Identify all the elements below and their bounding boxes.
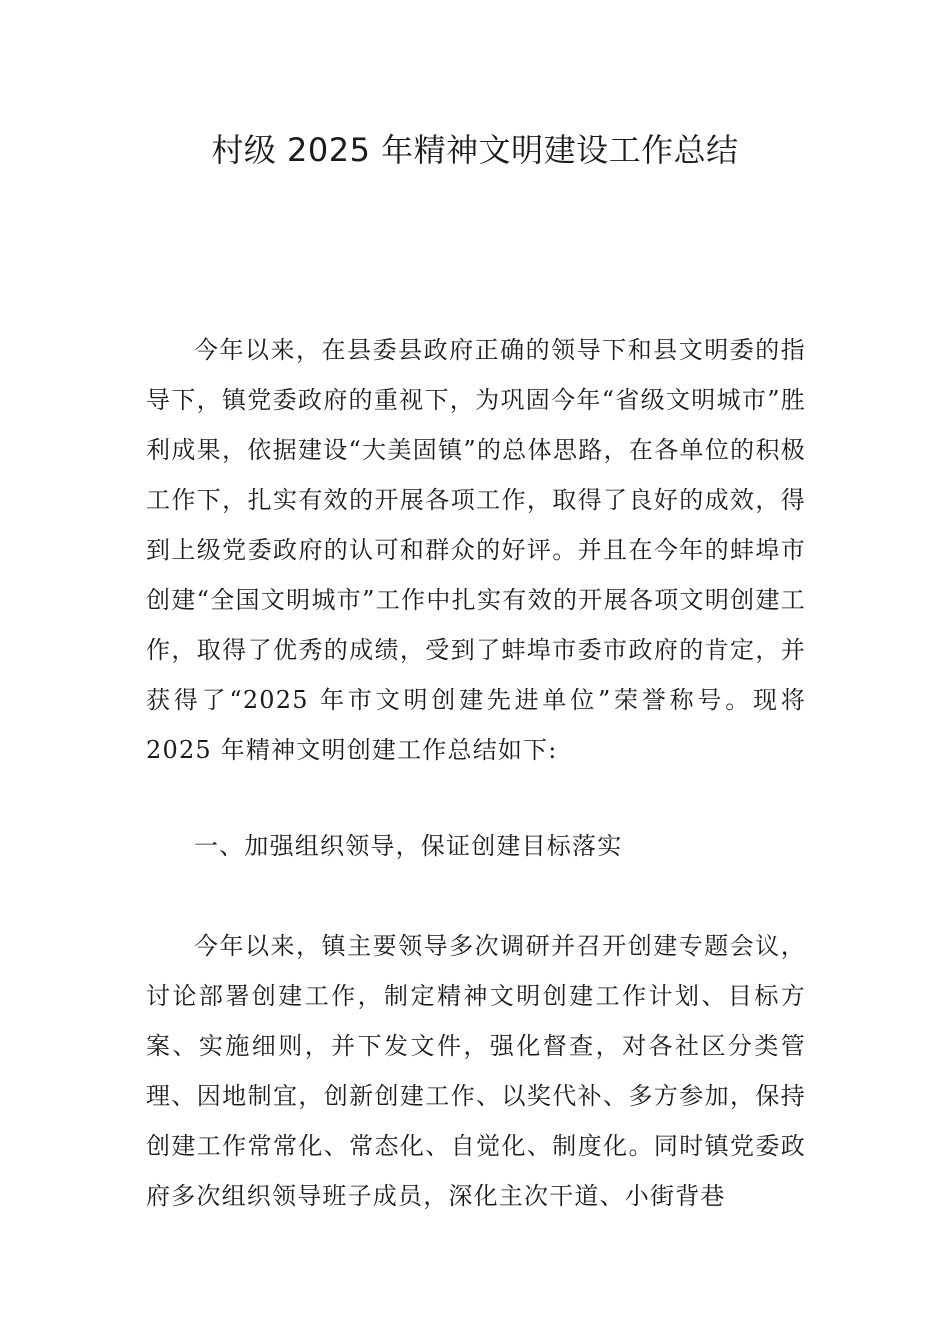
- section-heading-1: 一、加强组织领导，保证创建目标落实: [194, 832, 623, 860]
- body-paragraph-intro: 今年以来，在县委县政府正确的领导下和县文明委的指导下，镇党委政府的重视下，为巩固今年“省级文明城市”胜利成果，依据建设“大美固镇”的总体思路，在各单位的积极工作下，扎实有效的开展各项工作，取得了良好的成效，得到上级党委政府的认可和群众的好评。并且在今年的蚌埠市创建“全国文明城市”工作中扎实有效的开展各项文明创建工作，取得了优秀的成绩，受到了蚌埠市委市政府的肯定，并获得了“2025 年市文明创建先进单位”荣誉称号。现将 2025 年精神文明创建工作总结如下:: [146, 336, 806, 764]
- document-title: 村级 2025 年精神文明建设工作总结: [211, 131, 739, 169]
- body-paragraph-section-1: 今年以来，镇主要领导多次调研并召开创建专题会议，讨论部署创建工作，制定精神文明创建工作计划、目标方案、实施细则，并下发文件，强化督查，对各社区分类管理、因地制宜，创新创建工作、以奖代补、多方参加，保持创建工作常常化、常态化、自觉化、制度化。同时镇党委政府多次组织领导班子成员，深化主次干道、小街背巷: [146, 932, 806, 1210]
